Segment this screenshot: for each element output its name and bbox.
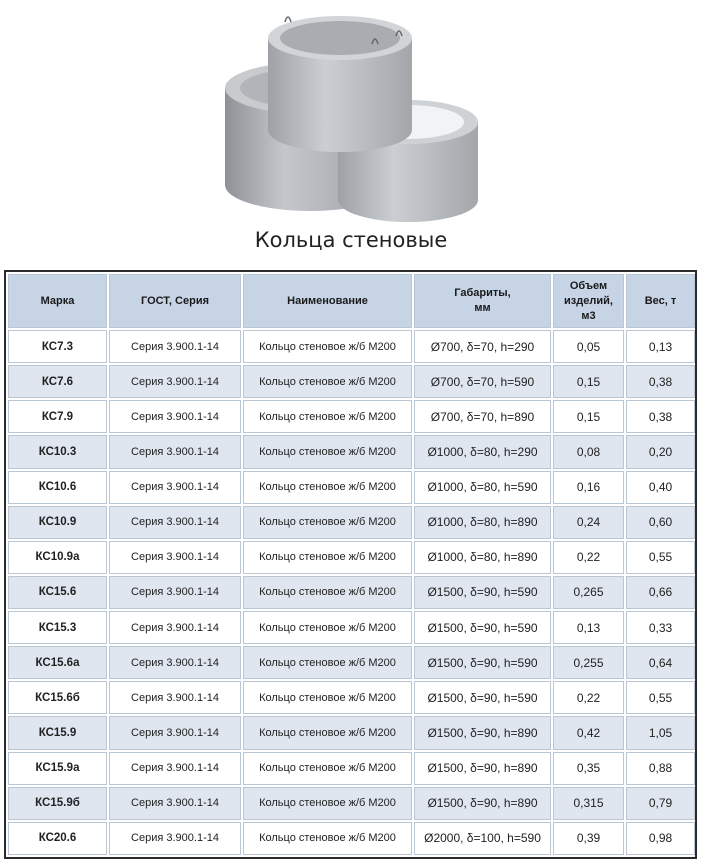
cell-volume: 0,35 <box>553 752 624 785</box>
table-row <box>8 576 695 609</box>
table-row <box>8 365 695 398</box>
cell-dims: Ø1000, δ=80, h=290 <box>414 435 551 468</box>
header-gost: ГОСТ, Серия <box>109 274 241 328</box>
cell-volume: 0,13 <box>553 611 624 644</box>
table-row <box>8 541 695 574</box>
cell-volume: 0,265 <box>553 576 624 609</box>
cell-gost: Серия 3.900.1-14 <box>109 541 241 574</box>
cell-name: Кольцо стеновое ж/б М200 <box>243 822 412 855</box>
cell-gost: Серия 3.900.1-14 <box>109 716 241 749</box>
cell-mark: КС10.9а <box>8 541 107 574</box>
cell-gost: Серия 3.900.1-14 <box>109 435 241 468</box>
cell-dims: Ø2000, δ=100, h=590 <box>414 822 551 855</box>
cell-mark: КС7.6 <box>8 365 107 398</box>
cell-dims: Ø1500, δ=90, h=890 <box>414 752 551 785</box>
cell-mark: КС15.9б <box>8 787 107 820</box>
cell-mark: КС15.6б <box>8 681 107 714</box>
table-row <box>8 822 695 855</box>
cell-dims: Ø1500, δ=90, h=590 <box>414 681 551 714</box>
cell-weight: 0,98 <box>626 822 695 855</box>
cell-name: Кольцо стеновое ж/б М200 <box>243 330 412 363</box>
cell-volume: 0,08 <box>553 435 624 468</box>
cell-weight: 0,13 <box>626 330 695 363</box>
cell-mark: КС10.9 <box>8 506 107 539</box>
header-mark: Марка <box>8 274 107 328</box>
cell-gost: Серия 3.900.1-14 <box>109 646 241 679</box>
cell-volume: 0,16 <box>553 471 624 504</box>
cell-weight: 1,05 <box>626 716 695 749</box>
table-row <box>8 471 695 504</box>
cell-dims: Ø700, δ=70, h=890 <box>414 400 551 433</box>
cell-volume: 0,22 <box>553 541 624 574</box>
cell-weight: 0,38 <box>626 365 695 398</box>
header-volume: Объем изделий, м3 <box>553 274 624 328</box>
cell-gost: Серия 3.900.1-14 <box>109 471 241 504</box>
cell-gost: Серия 3.900.1-14 <box>109 752 241 785</box>
table-row <box>8 435 695 468</box>
header-name: Наименование <box>243 274 412 328</box>
cell-name: Кольцо стеновое ж/б М200 <box>243 611 412 644</box>
cell-weight: 0,88 <box>626 752 695 785</box>
cell-dims: Ø1500, δ=90, h=890 <box>414 787 551 820</box>
cell-weight: 0,64 <box>626 646 695 679</box>
cell-weight: 0,55 <box>626 681 695 714</box>
cell-name: Кольцо стеновое ж/б М200 <box>243 471 412 504</box>
cell-gost: Серия 3.900.1-14 <box>109 611 241 644</box>
cell-name: Кольцо стеновое ж/б М200 <box>243 400 412 433</box>
table-row <box>8 506 695 539</box>
cell-name: Кольцо стеновое ж/б М200 <box>243 506 412 539</box>
cell-volume: 0,255 <box>553 646 624 679</box>
cell-name: Кольцо стеновое ж/б М200 <box>243 787 412 820</box>
cell-name: Кольцо стеновое ж/б М200 <box>243 752 412 785</box>
cell-weight: 0,66 <box>626 576 695 609</box>
cell-gost: Серия 3.900.1-14 <box>109 822 241 855</box>
cell-gost: Серия 3.900.1-14 <box>109 400 241 433</box>
table-row <box>8 611 695 644</box>
cell-dims: Ø1500, δ=90, h=890 <box>414 716 551 749</box>
cell-weight: 0,60 <box>626 506 695 539</box>
cell-weight: 0,40 <box>626 471 695 504</box>
cell-dims: Ø1000, δ=80, h=890 <box>414 506 551 539</box>
rings-table <box>4 270 697 859</box>
cell-volume: 0,39 <box>553 822 624 855</box>
cell-name: Кольцо стеновое ж/б М200 <box>243 576 412 609</box>
cell-dims: Ø700, δ=70, h=590 <box>414 365 551 398</box>
cell-dims: Ø700, δ=70, h=290 <box>414 330 551 363</box>
table-row <box>8 787 695 820</box>
cell-volume: 0,24 <box>553 506 624 539</box>
ring-top <box>268 16 412 152</box>
cell-mark: КС15.9а <box>8 752 107 785</box>
cell-volume: 0,15 <box>553 400 624 433</box>
table-row <box>8 330 695 363</box>
table-row <box>8 646 695 679</box>
cell-weight: 0,33 <box>626 611 695 644</box>
section-title: Кольца стеновые <box>254 228 448 252</box>
cell-weight: 0,38 <box>626 400 695 433</box>
cell-name: Кольцо стеновое ж/б М200 <box>243 681 412 714</box>
cell-gost: Серия 3.900.1-14 <box>109 330 241 363</box>
cell-volume: 0,05 <box>553 330 624 363</box>
cell-mark: КС15.3 <box>8 611 107 644</box>
header-weight: Вес, т <box>626 274 695 328</box>
cell-volume: 0,15 <box>553 365 624 398</box>
table-row <box>8 400 695 433</box>
cell-mark: КС7.3 <box>8 330 107 363</box>
header-dims: Габариты, мм <box>414 274 551 328</box>
cell-name: Кольцо стеновое ж/б М200 <box>243 435 412 468</box>
table-row <box>8 752 695 785</box>
cell-gost: Серия 3.900.1-14 <box>109 365 241 398</box>
cell-mark: КС15.6 <box>8 576 107 609</box>
cell-dims: Ø1500, δ=90, h=590 <box>414 576 551 609</box>
cell-name: Кольцо стеновое ж/б М200 <box>243 646 412 679</box>
cell-mark: КС10.3 <box>8 435 107 468</box>
rings-drawing <box>0 0 702 225</box>
cell-volume: 0,315 <box>553 787 624 820</box>
cell-weight: 0,20 <box>626 435 695 468</box>
cell-dims: Ø1500, δ=90, h=590 <box>414 611 551 644</box>
cell-gost: Серия 3.900.1-14 <box>109 506 241 539</box>
cell-volume: 0,22 <box>553 681 624 714</box>
cell-mark: КС15.9 <box>8 716 107 749</box>
cell-weight: 0,55 <box>626 541 695 574</box>
table-row <box>8 716 695 749</box>
cell-weight: 0,79 <box>626 787 695 820</box>
cell-gost: Серия 3.900.1-14 <box>109 681 241 714</box>
cell-mark: КС15.6а <box>8 646 107 679</box>
cell-name: Кольцо стеновое ж/б М200 <box>243 365 412 398</box>
cell-mark: КС10.6 <box>8 471 107 504</box>
cell-gost: Серия 3.900.1-14 <box>109 576 241 609</box>
cell-mark: КС20.6 <box>8 822 107 855</box>
cell-dims: Ø1000, δ=80, h=590 <box>414 471 551 504</box>
cell-name: Кольцо стеновое ж/б М200 <box>243 541 412 574</box>
cell-dims: Ø1000, δ=80, h=890 <box>414 541 551 574</box>
table-header-row <box>8 274 695 328</box>
cell-dims: Ø1500, δ=90, h=590 <box>414 646 551 679</box>
concrete-rings-illustration <box>0 0 702 225</box>
cell-gost: Серия 3.900.1-14 <box>109 787 241 820</box>
cell-name: Кольцо стеновое ж/б М200 <box>243 716 412 749</box>
cell-volume: 0,42 <box>553 716 624 749</box>
cell-mark: КС7.9 <box>8 400 107 433</box>
table-row <box>8 681 695 714</box>
